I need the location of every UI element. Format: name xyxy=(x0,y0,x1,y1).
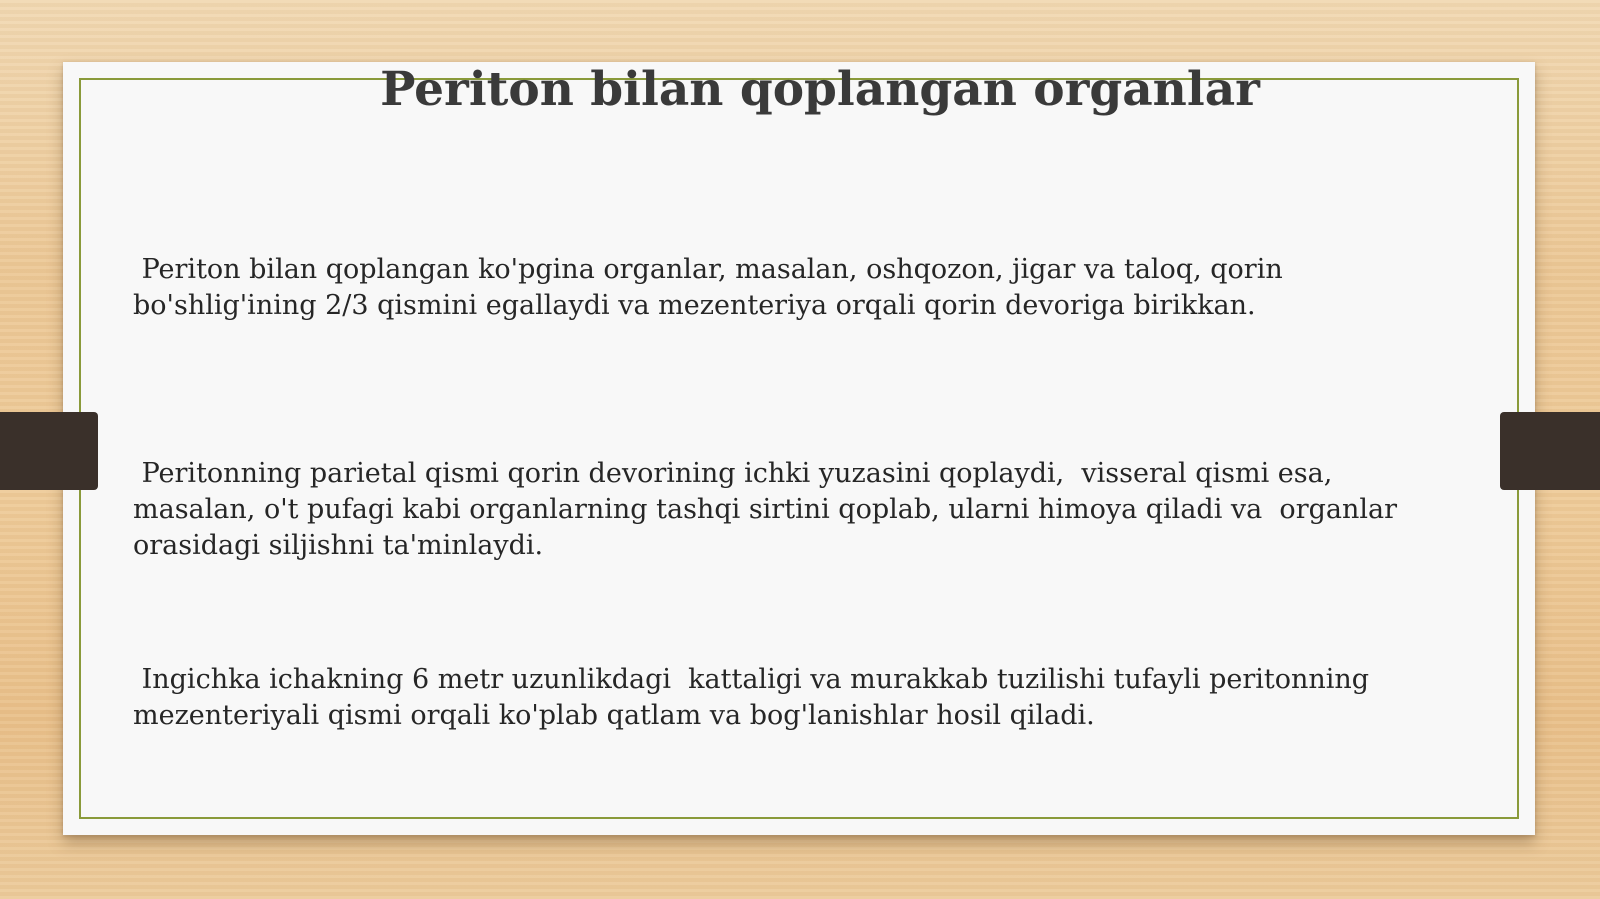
slide-title: Periton bilan qoplangan organlar xyxy=(380,62,1260,117)
paragraph-2: Peritonning parietal qismi qorin devorining ichki yuzasini qoplaydi, visseral qismi esa, masalan, o't pufagi kabi organlarning tashqi sirtini qoplab, ularni himoya qiladi va organlar orasidagi siljishni ta'minlaydi. xyxy=(133,458,1398,561)
right-binder-tab xyxy=(1500,412,1600,490)
paragraph-1: Periton bilan qoplangan ko'pgina organlar, masalan, oshqozon, jigar va taloq, qorin bo'shlig'ining 2/3 qismini egallaydi va mezenteriya orqali qorin devoriga birikkan. xyxy=(133,254,1283,321)
left-binder-tab xyxy=(0,412,98,490)
paragraph-3: Ingichka ichakning 6 metr uzunlikdagi kattaligi va murakkab tuzilishi tufayli peritonning mezenteriyali qismi orqali ko'plab qatlam va bog'lanishlar hosil qiladi. xyxy=(133,664,1370,731)
